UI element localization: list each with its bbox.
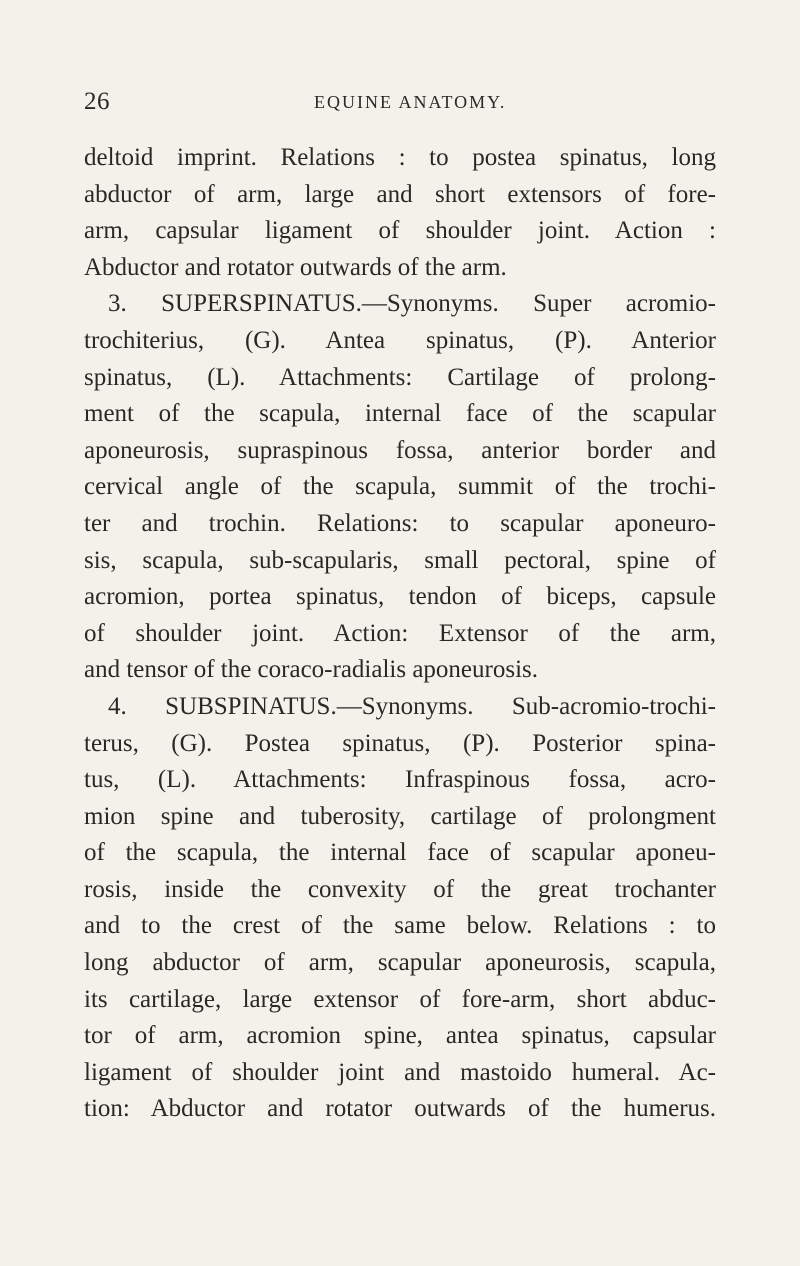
- text-line: tus, (L). Attachments: Infraspinous fossa, acro-: [84, 766, 716, 794]
- text-line: 3. SUPERSPINATUS.—Synonyms. Super acromio-: [108, 290, 716, 318]
- text-line: and to the crest of the same below. Relations : to: [84, 912, 716, 940]
- text-line: 4. SUBSPINATUS.—Synonyms. Sub-acromio-trochi-: [108, 692, 716, 720]
- text-line: tor of arm, acromion spine, antea spinatus, capsular: [84, 1022, 716, 1050]
- text-line: Abductor and rotator outwards of the arm.: [84, 253, 507, 281]
- text-line: abductor of arm, large and short extensors of fore-: [84, 180, 716, 208]
- text-line: acromion, portea spinatus, tendon of biceps, capsule: [84, 583, 716, 611]
- page-number: 26: [84, 88, 110, 115]
- text-line: and tensor of the coraco-radialis aponeurosis.: [84, 656, 539, 684]
- text-line: trochiterius, (G). Antea spinatus, (P). Anterior: [84, 326, 716, 354]
- text-line: mion spine and tuberosity, cartilage of prolongment: [84, 802, 716, 830]
- page-header: [84, 88, 724, 118]
- body-text: [84, 140, 716, 1128]
- text-line: deltoid imprint. Relations : to postea spinatus, long: [84, 144, 716, 171]
- text-line: cervical angle of the scapula, summit of the trochi-: [84, 473, 716, 501]
- text-line: arm, capsular ligament of shoulder joint. Action :: [84, 217, 716, 245]
- text-line: of shoulder joint. Action: Extensor of the arm,: [84, 619, 716, 647]
- text-line: terus, (G). Postea spinatus, (P). Posterior spina-: [84, 729, 716, 757]
- text-line: of the scapula, the internal face of scapular aponeu-: [84, 839, 716, 867]
- text-line: tion: Abductor and rotator outwards of the humerus.: [84, 1095, 716, 1123]
- text-line: its cartilage, large extensor of fore-arm, short abduc-: [84, 985, 716, 1013]
- text-line: ment of the scapula, internal face of the scapular: [84, 400, 716, 428]
- text-line: ligament of shoulder joint and mastoido humeral. Ac-: [84, 1058, 716, 1086]
- text-line: sis, scapula, sub-scapularis, small pectoral, spine of: [84, 546, 716, 574]
- text-line: ter and trochin. Relations: to scapular aponeuro-: [84, 509, 716, 537]
- text-line: spinatus, (L). Attachments: Cartilage of prolong-: [84, 363, 716, 391]
- text-line: aponeurosis, supraspinous fossa, anterior border and: [84, 436, 716, 464]
- text-line: rosis, inside the convexity of the great trochanter: [84, 875, 716, 903]
- text-line: long abductor of arm, scapular aponeurosis, scapula,: [84, 949, 716, 977]
- running-title: EQUINE ANATOMY.: [314, 92, 507, 112]
